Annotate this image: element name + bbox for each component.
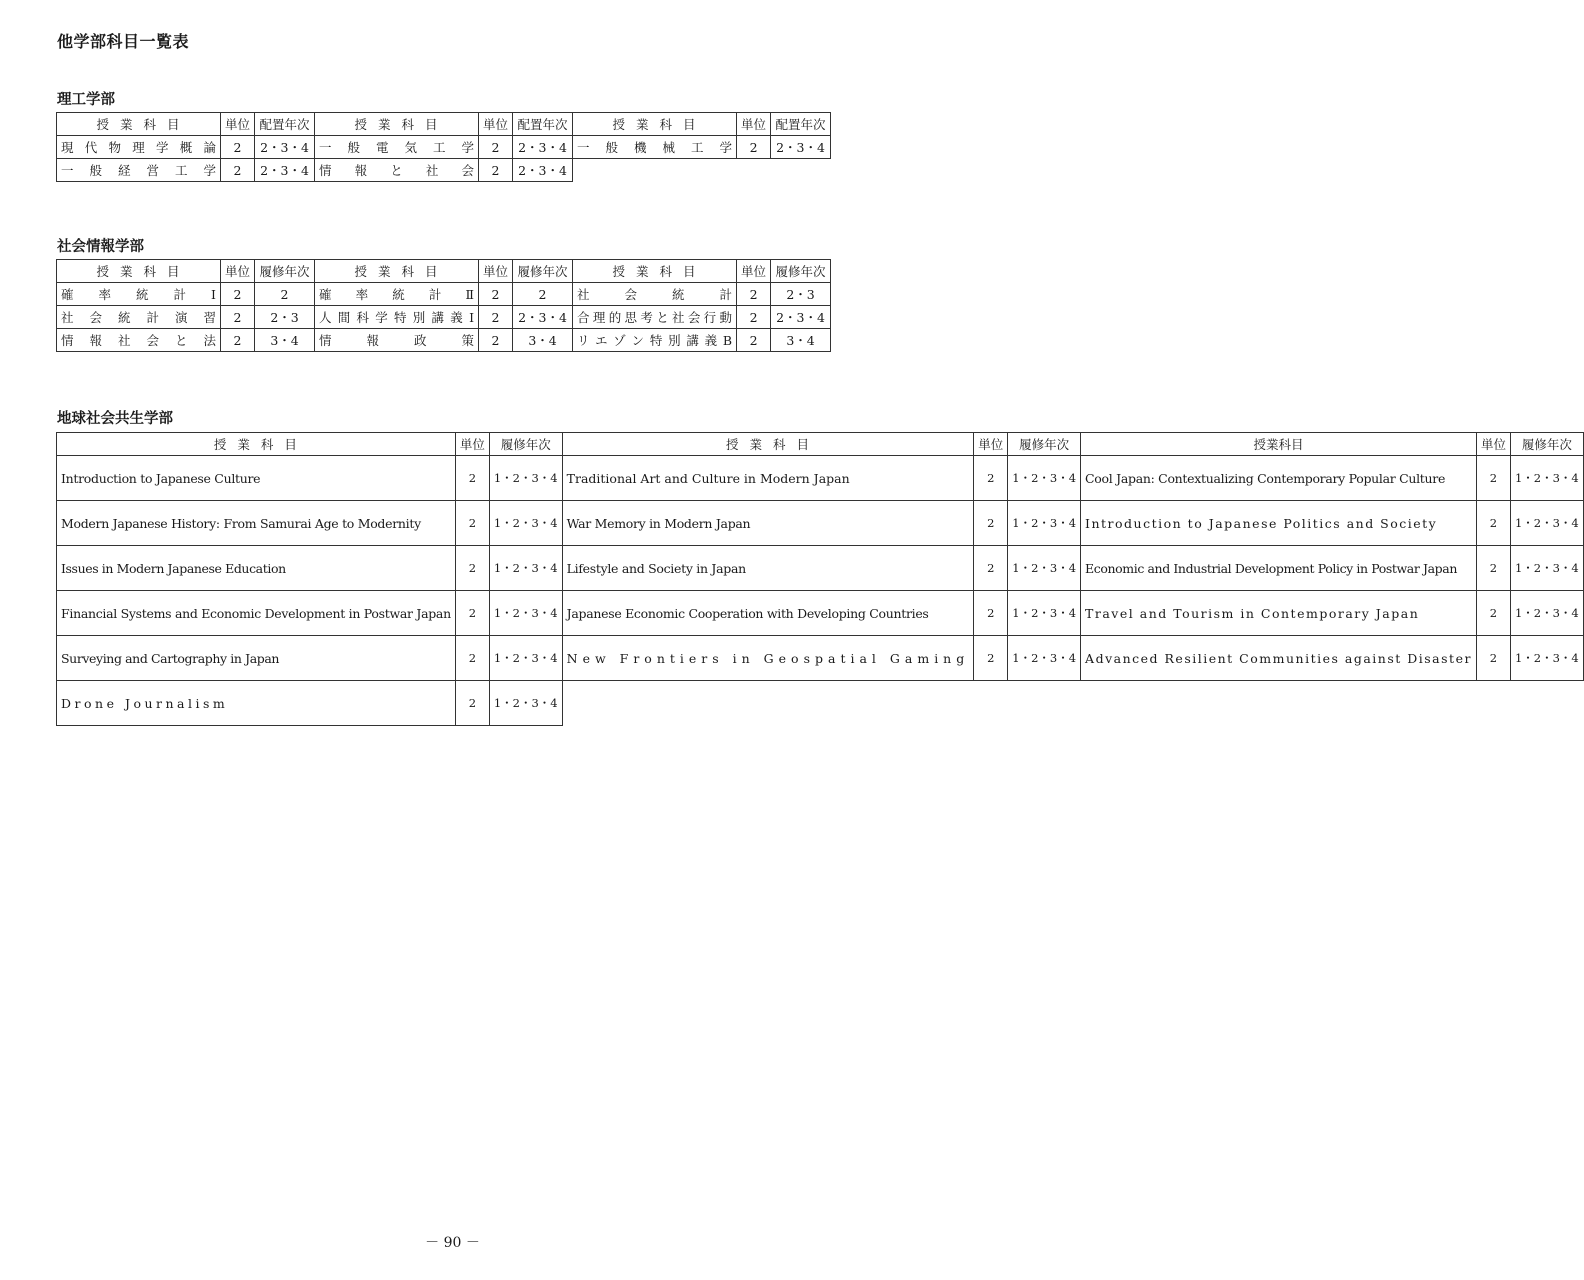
empty-cell [562, 681, 1583, 726]
course-unit: 2 [455, 456, 489, 501]
course-name: 人間科学特別講義Ⅰ [315, 306, 479, 329]
course-unit: 2 [1476, 501, 1510, 546]
empty-cell [573, 159, 831, 182]
table-header-row [57, 433, 1584, 456]
column-header: 授業科目 [1081, 433, 1477, 456]
course-year: 1・2・3・4 [489, 456, 562, 501]
column-header: 履修年次 [1510, 433, 1583, 456]
column-header: 単位 [737, 113, 771, 136]
section-heading-global-studies: 地球社会共生学部 [57, 411, 173, 427]
course-year: 2・3・4 [255, 159, 315, 182]
course-unit: 2 [221, 329, 255, 352]
course-name: 現代物理学概論 [57, 136, 221, 159]
course-year: 3・4 [255, 329, 315, 352]
course-unit: 2 [479, 136, 513, 159]
page-number: － 90 － [425, 1235, 480, 1251]
column-header: 単位 [479, 260, 513, 283]
column-header: 授業科目 [573, 260, 737, 283]
table-row [57, 681, 1584, 726]
course-name: Cool Japan: Contextualizing Contemporary Popular Culture [1081, 456, 1477, 501]
course-name: リエゾン特別講義B [573, 329, 737, 352]
course-year: 1・2・3・4 [489, 591, 562, 636]
column-header: 配置年次 [513, 113, 573, 136]
course-unit: 2 [221, 136, 255, 159]
course-name: Introduction to Japanese Politics and Society [1081, 501, 1477, 546]
course-name: 一般機械工学 [573, 136, 737, 159]
course-name: 社会統計演習 [57, 306, 221, 329]
table-row [57, 456, 1584, 501]
course-name: Modern Japanese History: From Samurai Age to Modernity [57, 501, 456, 546]
column-header: 授業科目 [315, 260, 479, 283]
course-year: 1・2・3・4 [1008, 501, 1081, 546]
column-header: 単位 [455, 433, 489, 456]
course-name: Japanese Economic Cooperation with Developing Countries [562, 591, 974, 636]
course-year: 1・2・3・4 [1510, 636, 1583, 681]
course-year: 1・2・3・4 [1510, 546, 1583, 591]
course-name: Advanced Resilient Communities against Disaster [1081, 636, 1477, 681]
course-name: Issues in Modern Japanese Education [57, 546, 456, 591]
course-year: 1・2・3・4 [1008, 591, 1081, 636]
course-name: 一般電気工学 [315, 136, 479, 159]
table-row [57, 136, 831, 159]
course-unit: 2 [1476, 546, 1510, 591]
column-header: 履修年次 [1008, 433, 1081, 456]
social-informatics-table [56, 259, 831, 352]
column-header: 配置年次 [255, 113, 315, 136]
course-name: 確率統計Ⅱ [315, 283, 479, 306]
course-year: 1・2・3・4 [489, 501, 562, 546]
course-year: 1・2・3・4 [1008, 456, 1081, 501]
course-unit: 2 [737, 283, 771, 306]
global-studies-table [56, 432, 1584, 726]
course-unit: 2 [974, 546, 1008, 591]
course-unit: 2 [1476, 456, 1510, 501]
course-unit: 2 [455, 681, 489, 726]
course-year: 2・3・4 [771, 136, 831, 159]
table-row [57, 546, 1584, 591]
course-unit: 2 [221, 283, 255, 306]
course-name: 一般経営工学 [57, 159, 221, 182]
column-header: 授業科目 [57, 113, 221, 136]
table-header-row [57, 113, 831, 136]
table-header-row [57, 260, 831, 283]
course-year: 1・2・3・4 [1510, 591, 1583, 636]
course-year: 1・2・3・4 [489, 546, 562, 591]
course-year: 2・3・4 [255, 136, 315, 159]
course-year: 1・2・3・4 [1008, 636, 1081, 681]
course-unit: 2 [1476, 591, 1510, 636]
course-year: 3・4 [513, 329, 573, 352]
course-name: Economic and Industrial Development Policy in Postwar Japan [1081, 546, 1477, 591]
column-header: 単位 [974, 433, 1008, 456]
course-name: 社会統計 [573, 283, 737, 306]
course-year: 2・3・4 [513, 306, 573, 329]
table-row [57, 501, 1584, 546]
course-unit: 2 [479, 306, 513, 329]
course-unit: 2 [221, 306, 255, 329]
course-year: 3・4 [771, 329, 831, 352]
course-name: Travel and Tourism in Contemporary Japan [1081, 591, 1477, 636]
course-unit: 2 [221, 159, 255, 182]
course-unit: 2 [737, 306, 771, 329]
course-unit: 2 [974, 456, 1008, 501]
section-heading-social-informatics: 社会情報学部 [57, 239, 144, 255]
column-header: 授業科目 [573, 113, 737, 136]
course-unit: 2 [455, 636, 489, 681]
course-name: 情報社会と法 [57, 329, 221, 352]
column-header: 履修年次 [489, 433, 562, 456]
table-row [57, 636, 1584, 681]
course-unit: 2 [1476, 636, 1510, 681]
course-unit: 2 [479, 283, 513, 306]
course-year: 2・3 [255, 306, 315, 329]
column-header: 単位 [221, 260, 255, 283]
column-header: 単位 [221, 113, 255, 136]
course-name: Surveying and Cartography in Japan [57, 636, 456, 681]
course-year: 2・3・4 [513, 159, 573, 182]
course-year: 1・2・3・4 [489, 636, 562, 681]
course-name: Financial Systems and Economic Development in Postwar Japan [57, 591, 456, 636]
course-year: 2・3・4 [771, 306, 831, 329]
course-unit: 2 [974, 636, 1008, 681]
course-unit: 2 [974, 591, 1008, 636]
course-year: 1・2・3・4 [489, 681, 562, 726]
course-name: 情報政策 [315, 329, 479, 352]
column-header: 履修年次 [513, 260, 573, 283]
course-year: 1・2・3・4 [1510, 456, 1583, 501]
course-year: 2 [513, 283, 573, 306]
course-unit: 2 [737, 136, 771, 159]
course-unit: 2 [455, 591, 489, 636]
column-header: 単位 [1476, 433, 1510, 456]
course-name: Drone Journalism [57, 681, 456, 726]
column-header: 単位 [737, 260, 771, 283]
course-unit: 2 [479, 159, 513, 182]
course-unit: 2 [455, 501, 489, 546]
course-year: 2・3 [771, 283, 831, 306]
table-row [57, 591, 1584, 636]
page-title: 他学部科目一覧表 [57, 32, 190, 51]
column-header: 単位 [479, 113, 513, 136]
column-header: 授業科目 [57, 433, 456, 456]
column-header: 履修年次 [255, 260, 315, 283]
column-header: 授業科目 [315, 113, 479, 136]
course-unit: 2 [479, 329, 513, 352]
course-year: 2 [255, 283, 315, 306]
section-heading-science-engineering: 理工学部 [57, 92, 115, 108]
column-header: 履修年次 [771, 260, 831, 283]
course-year: 2・3・4 [513, 136, 573, 159]
science-engineering-table [56, 112, 831, 182]
column-header: 配置年次 [771, 113, 831, 136]
course-unit: 2 [737, 329, 771, 352]
course-name: 情報と社会 [315, 159, 479, 182]
column-header: 授業科目 [562, 433, 974, 456]
column-header: 授業科目 [57, 260, 221, 283]
course-year: 1・2・3・4 [1510, 501, 1583, 546]
table-row [57, 159, 831, 182]
course-year: 1・2・3・4 [1008, 546, 1081, 591]
course-name: New Frontiers in Geospatial Gaming [562, 636, 974, 681]
course-name: 確率統計Ⅰ [57, 283, 221, 306]
table-row [57, 306, 831, 329]
table-row [57, 329, 831, 352]
course-unit: 2 [974, 501, 1008, 546]
course-name: Lifestyle and Society in Japan [562, 546, 974, 591]
course-name: 合理的思考と社会行動 [573, 306, 737, 329]
course-unit: 2 [455, 546, 489, 591]
course-name: Traditional Art and Culture in Modern Japan [562, 456, 974, 501]
course-name: Introduction to Japanese Culture [57, 456, 456, 501]
course-name: War Memory in Modern Japan [562, 501, 974, 546]
table-row [57, 283, 831, 306]
